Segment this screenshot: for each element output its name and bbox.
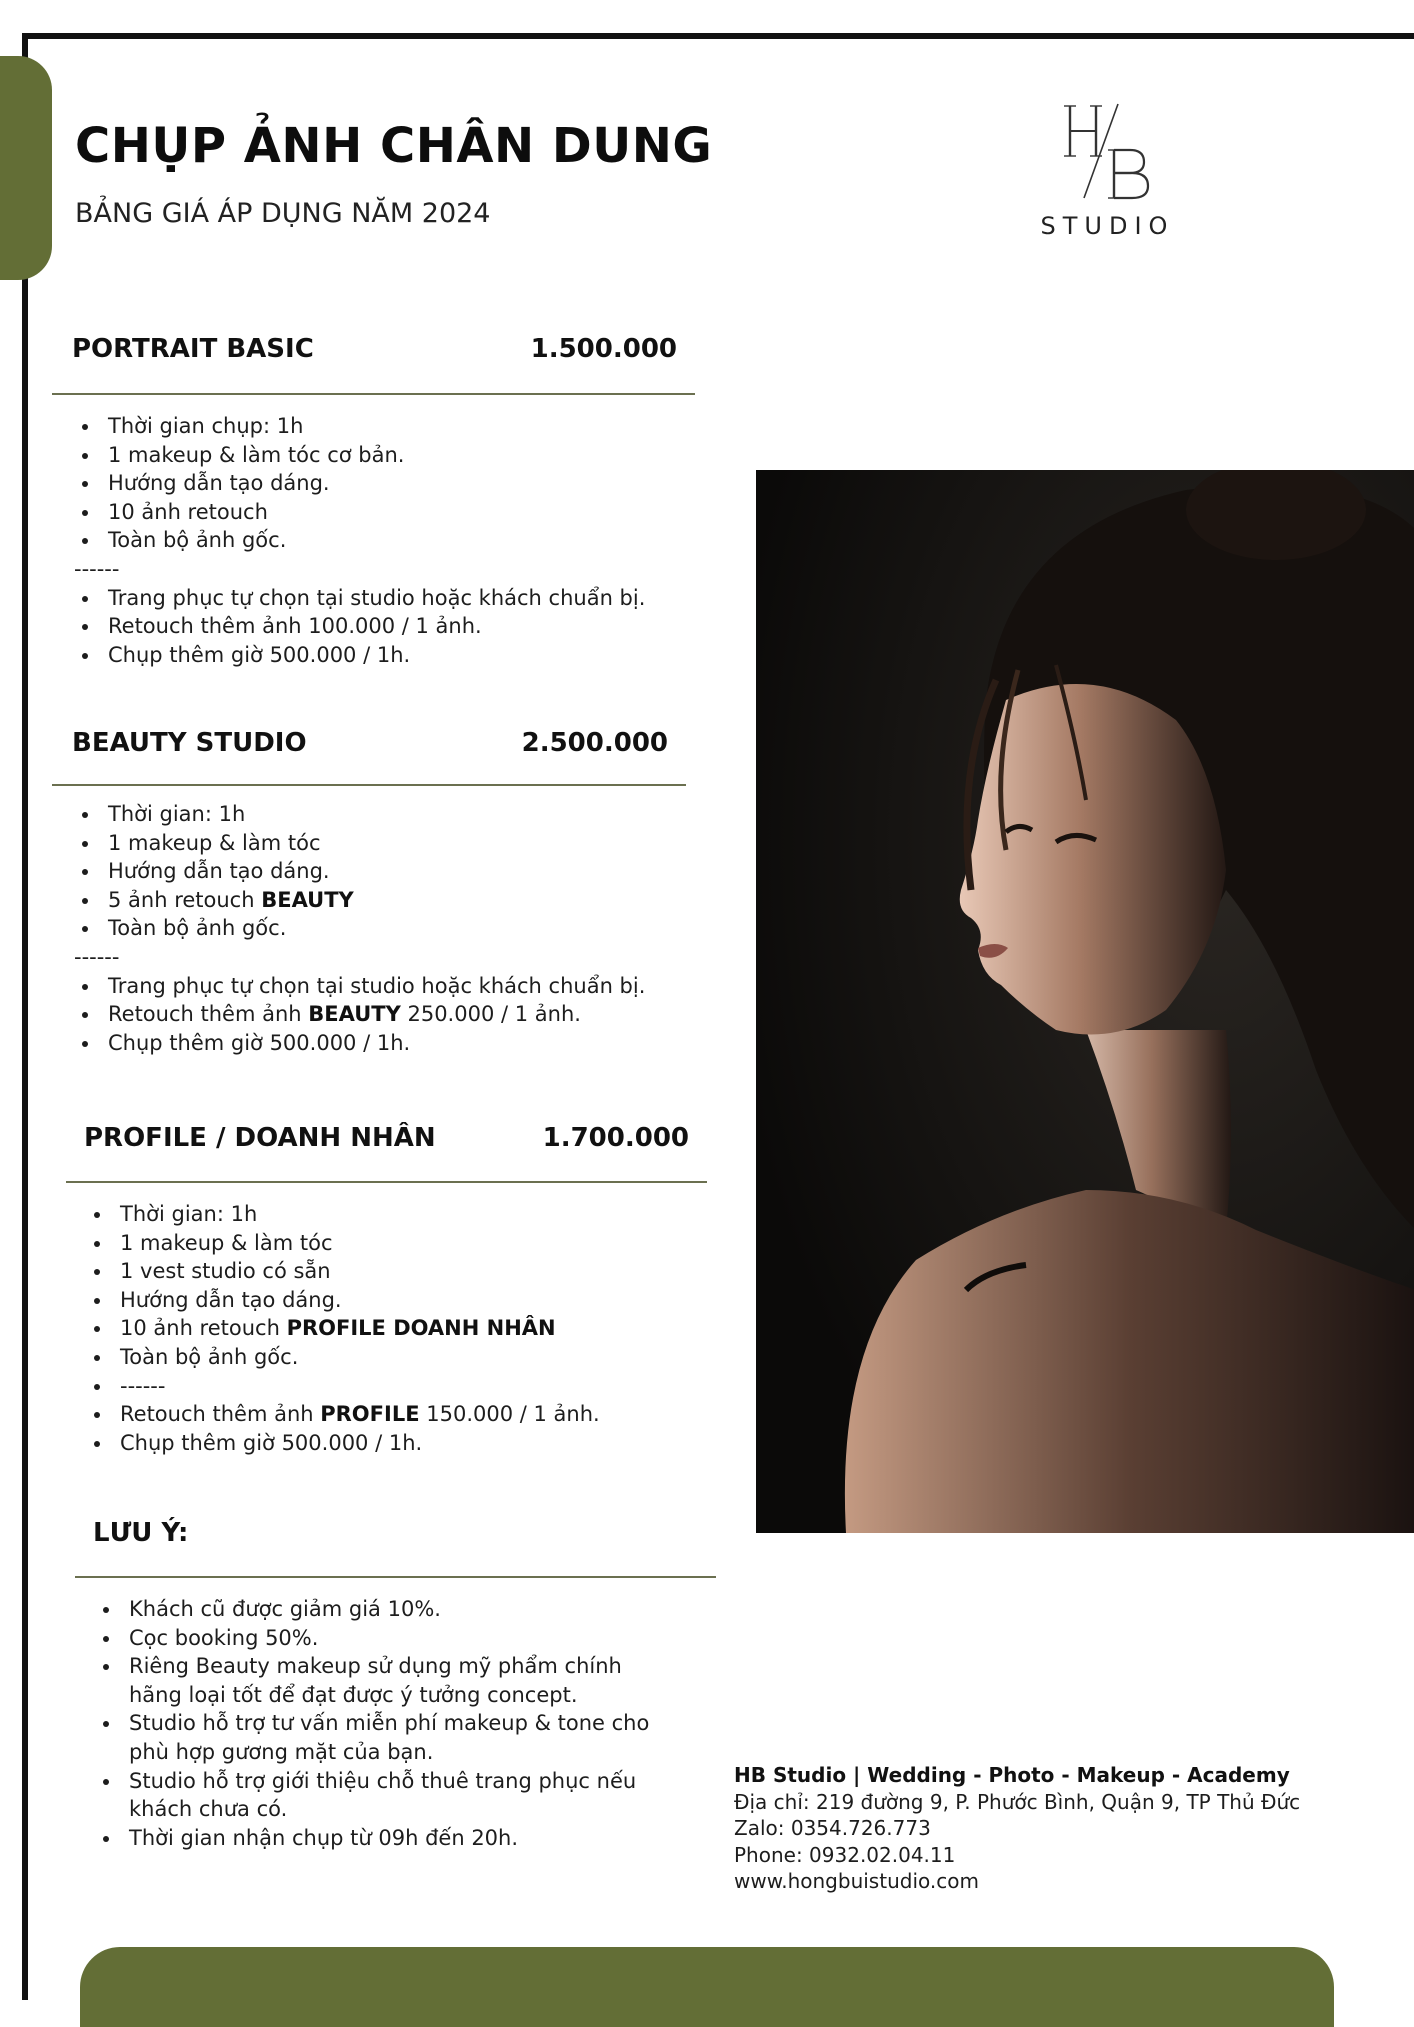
item-text: 10 ảnh retouch <box>120 1316 287 1341</box>
package-portrait-basic <box>72 334 677 380</box>
contact-phone: Phone: 0932.02.04.11 <box>734 1842 956 1867</box>
list-item: Toàn bộ ảnh gốc. <box>74 526 645 555</box>
list-item <box>86 1400 600 1429</box>
page-title: CHỤP ẢNH CHÂN DUNG <box>75 118 713 174</box>
logo-wordmark: STUDIO <box>1040 212 1175 240</box>
item-emphasis: PROFILE <box>320 1402 420 1427</box>
list-item: Riêng Beauty makeup sử dụng mỹ phẩm chính hãng loại tốt để đạt được ý tưởng concept. <box>95 1652 675 1709</box>
package-features <box>74 800 645 1057</box>
package-name: PORTRAIT BASIC <box>72 334 314 364</box>
package-beauty-studio <box>72 728 668 774</box>
green-footer-bar <box>80 1947 1334 2027</box>
list-item: Hướng dẫn tạo dáng. <box>74 857 645 886</box>
item-text: Retouch thêm ảnh <box>108 1002 309 1027</box>
hb-studio-logo <box>1020 98 1195 243</box>
list-item: Trang phục tự chọn tại studio hoặc khách chuẩn bị. <box>74 972 645 1001</box>
package-name: BEAUTY STUDIO <box>72 728 307 758</box>
item-text: Retouch thêm ảnh <box>120 1402 321 1427</box>
section-divider <box>52 784 686 786</box>
list-item: Toàn bộ ảnh gốc. <box>86 1343 600 1372</box>
list-item <box>74 1000 645 1029</box>
list-separator: ------ <box>74 944 120 969</box>
list-item: ------ <box>86 1372 600 1401</box>
list-item: Khách cũ được giảm giá 10%. <box>95 1595 675 1624</box>
list-item: Chụp thêm giờ 500.000 / 1h. <box>74 1029 645 1058</box>
section-divider <box>52 393 695 395</box>
notes-header <box>93 1518 593 1564</box>
item-emphasis: BEAUTY <box>308 1002 401 1027</box>
contact-address: Địa chỉ: 219 đường 9, P. Phước Bình, Quận 9, TP Thủ Đức <box>734 1789 1301 1814</box>
list-item: Retouch thêm ảnh 100.000 / 1 ảnh. <box>74 612 645 641</box>
package-price: 1.500.000 <box>530 334 677 364</box>
page-subtitle: BẢNG GIÁ ÁP DỤNG NĂM 2024 <box>75 198 491 229</box>
package-profile-doanh-nhan <box>84 1123 689 1169</box>
list-item <box>74 886 645 915</box>
list-item: 1 makeup & làm tóc cơ bản. <box>74 441 645 470</box>
package-name: PROFILE / DOANH NHÂN <box>84 1123 436 1153</box>
list-item: Studio hỗ trợ giới thiệu chỗ thuê trang phục nếu khách chưa có. <box>95 1767 675 1824</box>
list-item: Thời gian chụp: 1h <box>74 412 645 441</box>
item-emphasis: BEAUTY <box>261 887 354 912</box>
notes-title: LƯU Ý: <box>93 1518 189 1548</box>
notes-list <box>95 1595 675 1852</box>
package-price: 1.700.000 <box>542 1123 689 1153</box>
contact-website[interactable]: www.hongbuistudio.com <box>734 1869 979 1893</box>
portrait-photo <box>756 470 1414 1533</box>
contact-heading: HB Studio | Wedding - Photo - Makeup - Academy <box>734 1763 1290 1787</box>
list-item: Chụp thêm giờ 500.000 / 1h. <box>86 1429 600 1458</box>
item-text-after: 150.000 / 1 ảnh. <box>419 1402 600 1427</box>
package-header <box>84 1123 689 1169</box>
section-divider <box>75 1576 716 1578</box>
green-accent-tab <box>0 56 52 280</box>
portrait-photo-illustration <box>756 470 1414 1533</box>
list-item: 10 ảnh retouch <box>74 498 645 527</box>
list-separator: ------ <box>74 556 120 581</box>
list-item: Thời gian: 1h <box>86 1200 600 1229</box>
hb-studio-logo-icon <box>1060 98 1155 206</box>
package-features <box>86 1200 600 1457</box>
contact-zalo: Zalo: 0354.726.773 <box>734 1816 931 1840</box>
item-emphasis: PROFILE DOANH NHÂN <box>286 1316 556 1341</box>
list-item: Trang phục tự chọn tại studio hoặc khách chuẩn bị. <box>74 584 645 613</box>
package-header <box>72 334 677 380</box>
list-item <box>86 1314 600 1343</box>
item-text-after: 250.000 / 1 ảnh. <box>400 1002 581 1027</box>
list-item: Thời gian: 1h <box>74 800 645 829</box>
list-item: Studio hỗ trợ tư vấn miễn phí makeup & tone cho phù hợp gương mặt của bạn. <box>95 1709 675 1766</box>
list-item: Chụp thêm giờ 500.000 / 1h. <box>74 641 645 670</box>
item-text: 5 ảnh retouch <box>108 887 262 912</box>
frame-top-border <box>22 33 1414 39</box>
frame-left-border <box>22 33 28 2000</box>
list-item: 1 makeup & làm tóc <box>74 829 645 858</box>
section-divider <box>66 1181 707 1183</box>
package-price: 2.500.000 <box>521 728 668 758</box>
list-item: Toàn bộ ảnh gốc. <box>74 914 645 943</box>
list-item: 1 vest studio có sẵn <box>86 1257 600 1286</box>
package-features <box>74 412 645 669</box>
notes-section <box>93 1518 593 1564</box>
list-item: Thời gian nhận chụp từ 09h đến 20h. <box>95 1824 675 1853</box>
package-header <box>72 728 668 774</box>
list-item: Hướng dẫn tạo dáng. <box>74 469 645 498</box>
list-item: Cọc booking 50%. <box>95 1624 675 1653</box>
contact-block <box>734 1762 1300 1895</box>
list-item: 1 makeup & làm tóc <box>86 1229 600 1258</box>
list-item: Hướng dẫn tạo dáng. <box>86 1286 600 1315</box>
